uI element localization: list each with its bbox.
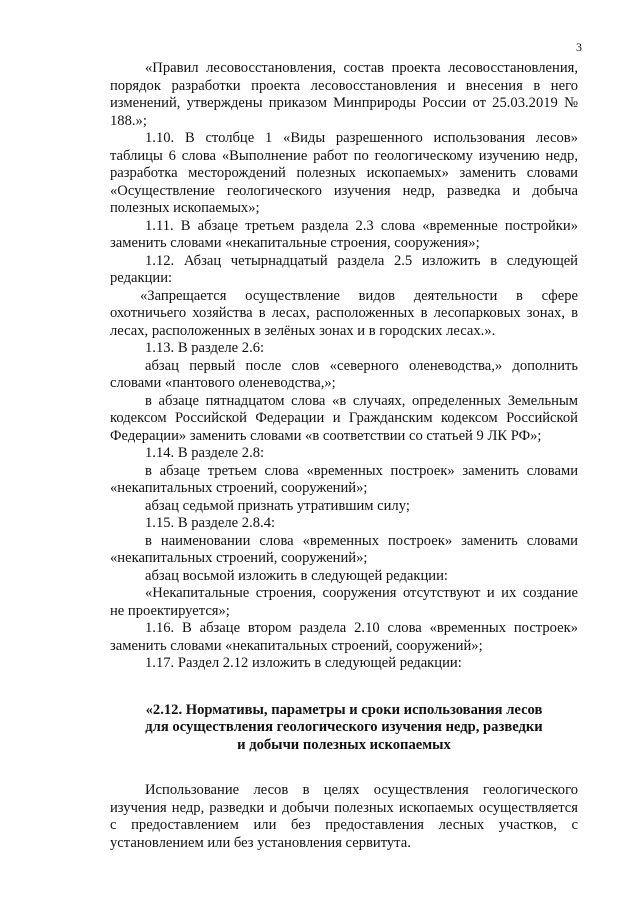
paragraph-1-13: 1.13. В разделе 2.6: [145, 340, 265, 356]
section-heading-line-1: «2.12. Нормативы, параметры и сроки использования лесов [145, 701, 543, 718]
paragraph-1-17: 1.17. Раздел 2.12 изложить в следующей редакции: [145, 655, 462, 671]
paragraph-1-15: 1.15. В разделе 2.8.4: [145, 515, 276, 531]
paragraph-1-13-item-2: в абзаце пятнадцатом слова «в случаях, определенных Земельным кодексом Российской Федерации и Гражданским кодексом Российской Федерации» заменить словами «в соответствии со статьей 9 ЛК РФ»; [110, 392, 578, 444]
document-body [110, 60, 578, 852]
paragraph-1-16: 1.16. В абзаце втором раздела 2.10 слова «временных построек» заменить словами «некапитальных строений, сооружений»; [110, 620, 578, 654]
section-heading-line-2: для осуществления геологического изучения недр, разведки [145, 719, 543, 735]
paragraph-1-14-item-1: в абзаце третьем слова «временных построек» заменить словами «некапитальных строений, сооружений»; [110, 462, 578, 496]
section-heading-2-12 [110, 702, 578, 755]
paragraph-1-15-item-2: абзац восьмой изложить в следующей редакции: [145, 567, 448, 584]
paragraph-1-11: 1.11. В абзаце третьем раздела 2.3 слова «временные постройки» заменить словами «некапитальные строения, сооружения»; [110, 217, 578, 251]
paragraph-forest-use: Использование лесов в целях осуществления геологического изучения недр, разведки и добычи полезных ископаемых осуществляется с предоставлением или без предоставления лесных участков, с установлением или без установления сервитута. [110, 782, 578, 851]
paragraph-1-13-item-1: абзац первый после слов «северного оленеводства,» дополнить словами «пантового оленеводства,»; [110, 357, 578, 391]
paragraph-quote-structures: «Некапитальные строения, сооружения отсутствуют и их создание не проектируется»; [110, 585, 578, 619]
section-heading-line-3: и добычи полезных ископаемых [237, 736, 451, 753]
paragraph-1-15-item-1: в наименовании слова «временных построек» заменить словами «некапитальных строений, сооружений»; [110, 532, 578, 566]
paragraph-1-14: 1.14. В разделе 2.8: [145, 445, 265, 461]
paragraph-quote-prohibition: «Запрещается осуществление видов деятельности в сфере охотничьего хозяйства в лесах, расположенных в лесопарковых зонах, в лесах, расположенных в зелёных зонах и в городских лесах.». [110, 287, 578, 339]
page-number: 3 [576, 40, 582, 54]
paragraph-quote-rules: «Правил лесовосстановления, состав проекта лесовосстановления, порядок разработки проекта лесовосстановления и внесения в него изменений, утверждены приказом Минприроды России от 25.03.2019 № 188.»; [110, 60, 578, 129]
paragraph-1-10: 1.10. В столбце 1 «Виды разрешенного использования лесов» таблицы 6 слова «Выполнение работ по геологическому изучению недр, разработка месторождений полезных ископаемых» заменить словами «Осуществление геологического изучения недр, разведка и добыча полезных ископаемых»; [110, 130, 578, 216]
paragraph-1-12: 1.12. Абзац четырнадцатый раздела 2.5 изложить в следующей редакции: [110, 252, 578, 286]
paragraph-1-14-item-2: абзац седьмой признать утратившим силу; [145, 497, 410, 514]
